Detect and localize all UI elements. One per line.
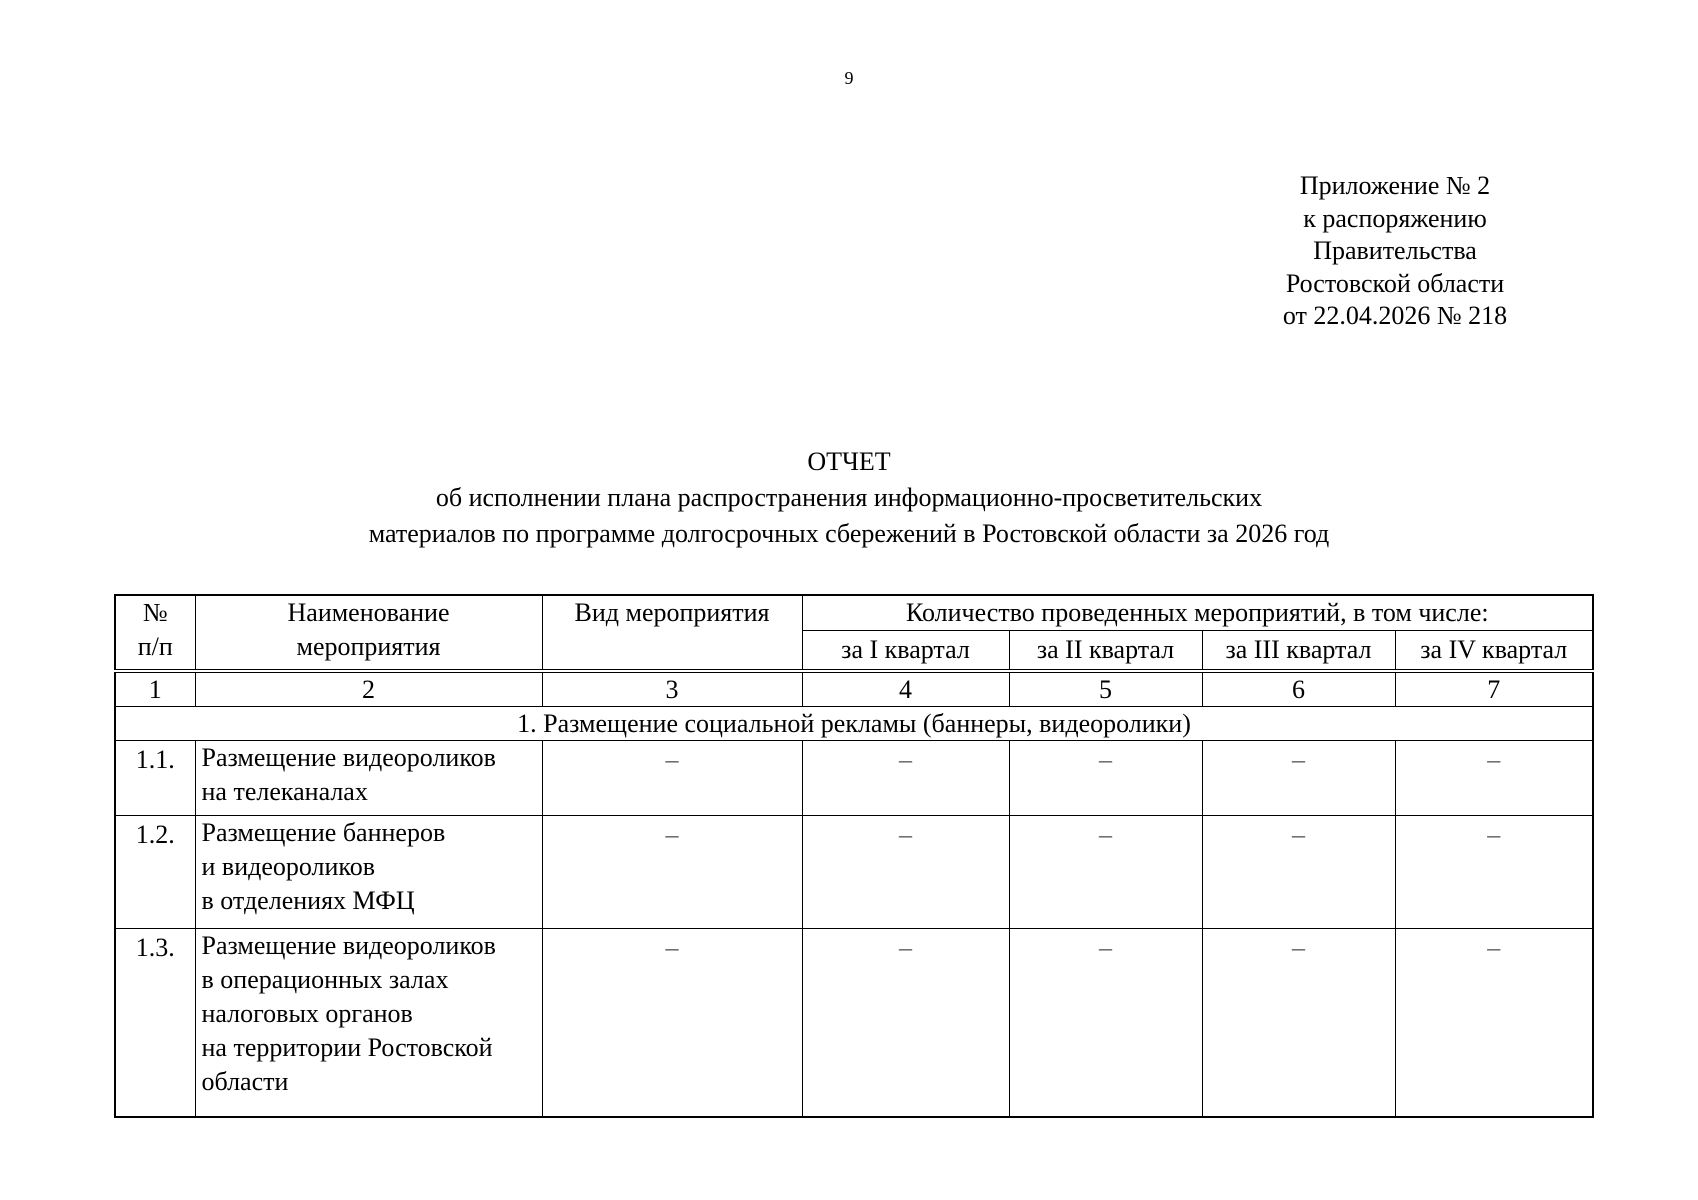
header-name-line2: мероприятия: [296, 632, 441, 661]
row-q4: –: [1395, 928, 1593, 1117]
row-q4: –: [1395, 740, 1593, 815]
appendix-line: Правительства: [1313, 236, 1477, 265]
row-q3: –: [1202, 928, 1395, 1117]
row-q2: –: [1009, 815, 1202, 928]
row-name-line: Размещение видеороликов: [201, 742, 496, 772]
report-subtitle-line1: об исполнении плана распространения информационно-просветительских: [435, 483, 1263, 512]
row-name-line: области: [201, 1066, 289, 1096]
row-q3: –: [1202, 740, 1395, 815]
row-q1: –: [802, 928, 1009, 1117]
appendix-line: к распоряжению: [1303, 203, 1487, 233]
report-title: ОТЧЕТ: [807, 447, 891, 476]
header-num-line2: п/п: [137, 632, 173, 661]
row-name-line: налоговых органов: [201, 998, 413, 1028]
row-name-line: и видеороликов: [201, 851, 376, 881]
column-number: 4: [802, 671, 1009, 707]
header-q2: за II квартал: [1009, 631, 1202, 671]
appendix-line: Приложение № 2: [1299, 171, 1491, 200]
page-number: 9: [844, 68, 854, 88]
row-q2: –: [1009, 928, 1202, 1117]
header-count-label: Количество проведенных мероприятий, в том числе:: [905, 598, 1489, 627]
row-q3: –: [1202, 815, 1395, 928]
row-type: –: [542, 740, 802, 815]
header-name: [195, 595, 542, 671]
appendix-line: от 22.04.2026 № 218: [1282, 301, 1508, 330]
table-row: [115, 815, 1593, 928]
row-name-line: в отделениях МФЦ: [201, 885, 415, 915]
table-header: [115, 595, 1593, 671]
column-numbers-row: [115, 671, 1593, 707]
row-name-line: Размещение видеороликов: [201, 930, 496, 960]
column-number: 1: [115, 671, 195, 707]
table-row: [115, 928, 1593, 1117]
row-num: 1.1.: [115, 740, 195, 815]
column-number: 7: [1395, 671, 1593, 707]
header-type-label: Вид мероприятия: [574, 598, 770, 627]
column-number: 2: [195, 671, 542, 707]
header-q1: за I квартал: [802, 631, 1009, 671]
row-q1: –: [802, 815, 1009, 928]
row-name: [195, 815, 542, 928]
header-q3: за III квартал: [1202, 631, 1395, 671]
header-num-line1: №: [142, 598, 168, 627]
row-name: [195, 928, 542, 1117]
report-heading: [0, 444, 1698, 552]
header-type: [542, 595, 802, 671]
section-row: [115, 706, 1593, 740]
header-name-line1: Наименование: [287, 598, 450, 627]
row-num: 1.2.: [115, 815, 195, 928]
row-q1: –: [802, 740, 1009, 815]
row-name-line: в операционных залах: [201, 964, 449, 994]
row-name-line: Размещение баннеров: [201, 817, 446, 847]
column-number: 6: [1202, 671, 1395, 707]
row-q2: –: [1009, 740, 1202, 815]
appendix-line: Ростовской области: [1285, 268, 1505, 298]
column-number: 3: [542, 671, 802, 707]
row-q4: –: [1395, 815, 1593, 928]
row-name-line: на территории Ростовской: [201, 1032, 493, 1062]
column-number: 5: [1009, 671, 1202, 707]
report-table: [114, 594, 1594, 1118]
row-type: –: [542, 928, 802, 1117]
table-row: [115, 740, 1593, 815]
report-subtitle-line2: материалов по программе долгосрочных сбережений в Ростовской области за 2026 год: [368, 519, 1330, 548]
header-count: [802, 595, 1593, 631]
row-num: 1.3.: [115, 928, 195, 1117]
section-title: 1. Размещение социальной рекламы (баннеры, видеоролики): [115, 706, 1593, 740]
header-q4: за IV квартал: [1395, 631, 1593, 671]
row-name-line: на телеканалах: [201, 776, 368, 806]
appendix-block: [1220, 170, 1570, 333]
row-type: –: [542, 815, 802, 928]
row-name: [195, 740, 542, 815]
header-num: [115, 595, 195, 671]
